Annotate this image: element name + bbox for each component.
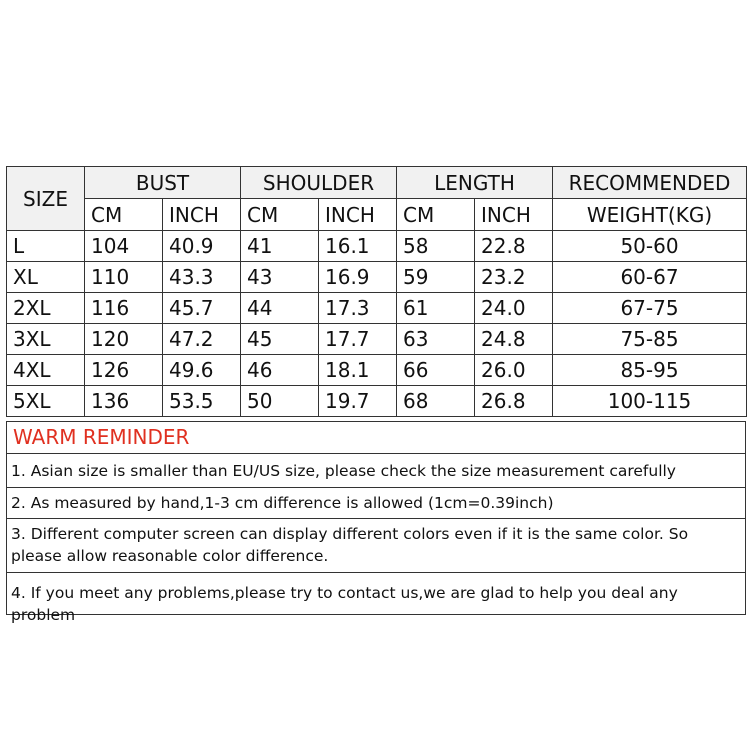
weight-cell: 75-85 (553, 324, 747, 355)
length-inch-cell: 24.8 (475, 324, 553, 355)
bust-cm-cell: 120 (85, 324, 163, 355)
table-row (7, 262, 747, 293)
length-cm-cell: 63 (397, 324, 475, 355)
length-inch-cell: 23.2 (475, 262, 553, 293)
header-row-units (7, 199, 747, 231)
warm-reminder-title: WARM REMINDER (6, 421, 746, 453)
table-row (7, 231, 747, 262)
shoulder-inch-cell: 17.3 (319, 293, 397, 324)
shoulder-cm-cell: 43 (241, 262, 319, 293)
length-cm-cell: 61 (397, 293, 475, 324)
size-cell: L (7, 231, 85, 262)
bust-inch-cell: 49.6 (163, 355, 241, 386)
size-cell: 2XL (7, 293, 85, 324)
bust-cm-cell: 116 (85, 293, 163, 324)
weight-cell: 60-67 (553, 262, 747, 293)
length-cm-cell: 58 (397, 231, 475, 262)
unit-header: CM (241, 199, 319, 231)
bust-inch-cell: 43.3 (163, 262, 241, 293)
bust-header: BUST (85, 167, 241, 199)
bust-inch-cell: 45.7 (163, 293, 241, 324)
unit-header: INCH (475, 199, 553, 231)
shoulder-inch-cell: 19.7 (319, 386, 397, 417)
table-row (7, 324, 747, 355)
bust-inch-cell: 40.9 (163, 231, 241, 262)
shoulder-header: SHOULDER (241, 167, 397, 199)
warm-reminder-section (6, 421, 746, 624)
shoulder-inch-cell: 18.1 (319, 355, 397, 386)
size-cell: XL (7, 262, 85, 293)
unit-header: INCH (319, 199, 397, 231)
table-row (7, 386, 747, 417)
note-3: 3. Different computer screen can display different colors even if it is the same color. So please allow reasonable color difference. (6, 518, 746, 572)
recommended-header: RECOMMENDED (553, 167, 747, 199)
bust-cm-cell: 110 (85, 262, 163, 293)
header-row-groups (7, 167, 747, 199)
weight-cell: 85-95 (553, 355, 747, 386)
shoulder-cm-cell: 41 (241, 231, 319, 262)
weight-cell: 100-115 (553, 386, 747, 417)
size-cell: 5XL (7, 386, 85, 417)
length-cm-cell: 66 (397, 355, 475, 386)
note-2: 2. As measured by hand,1-3 cm difference is allowed (1cm=0.39inch) (6, 487, 746, 518)
shoulder-inch-cell: 16.9 (319, 262, 397, 293)
table-row (7, 355, 747, 386)
size-header: SIZE (7, 167, 85, 231)
table-row (7, 293, 747, 324)
bust-inch-cell: 53.5 (163, 386, 241, 417)
weight-cell: 50-60 (553, 231, 747, 262)
size-cell: 4XL (7, 355, 85, 386)
size-cell: 3XL (7, 324, 85, 355)
shoulder-inch-cell: 17.7 (319, 324, 397, 355)
unit-header: CM (85, 199, 163, 231)
bust-cm-cell: 136 (85, 386, 163, 417)
shoulder-inch-cell: 16.1 (319, 231, 397, 262)
bust-cm-cell: 126 (85, 355, 163, 386)
weight-header: WEIGHT(KG) (553, 199, 747, 231)
shoulder-cm-cell: 50 (241, 386, 319, 417)
length-inch-cell: 22.8 (475, 231, 553, 262)
length-inch-cell: 24.0 (475, 293, 553, 324)
length-inch-cell: 26.0 (475, 355, 553, 386)
shoulder-cm-cell: 45 (241, 324, 319, 355)
weight-cell: 67-75 (553, 293, 747, 324)
length-cm-cell: 68 (397, 386, 475, 417)
length-header: LENGTH (397, 167, 553, 199)
note-4: 4. If you meet any problems,please try to contact us,we are glad to help you deal any problem (6, 572, 746, 615)
shoulder-cm-cell: 46 (241, 355, 319, 386)
length-inch-cell: 26.8 (475, 386, 553, 417)
bust-cm-cell: 104 (85, 231, 163, 262)
size-chart-table (6, 166, 747, 417)
note-1: 1. Asian size is smaller than EU/US size, please check the size measurement carefully (6, 453, 746, 487)
unit-header: CM (397, 199, 475, 231)
shoulder-cm-cell: 44 (241, 293, 319, 324)
unit-header: INCH (163, 199, 241, 231)
length-cm-cell: 59 (397, 262, 475, 293)
bust-inch-cell: 47.2 (163, 324, 241, 355)
